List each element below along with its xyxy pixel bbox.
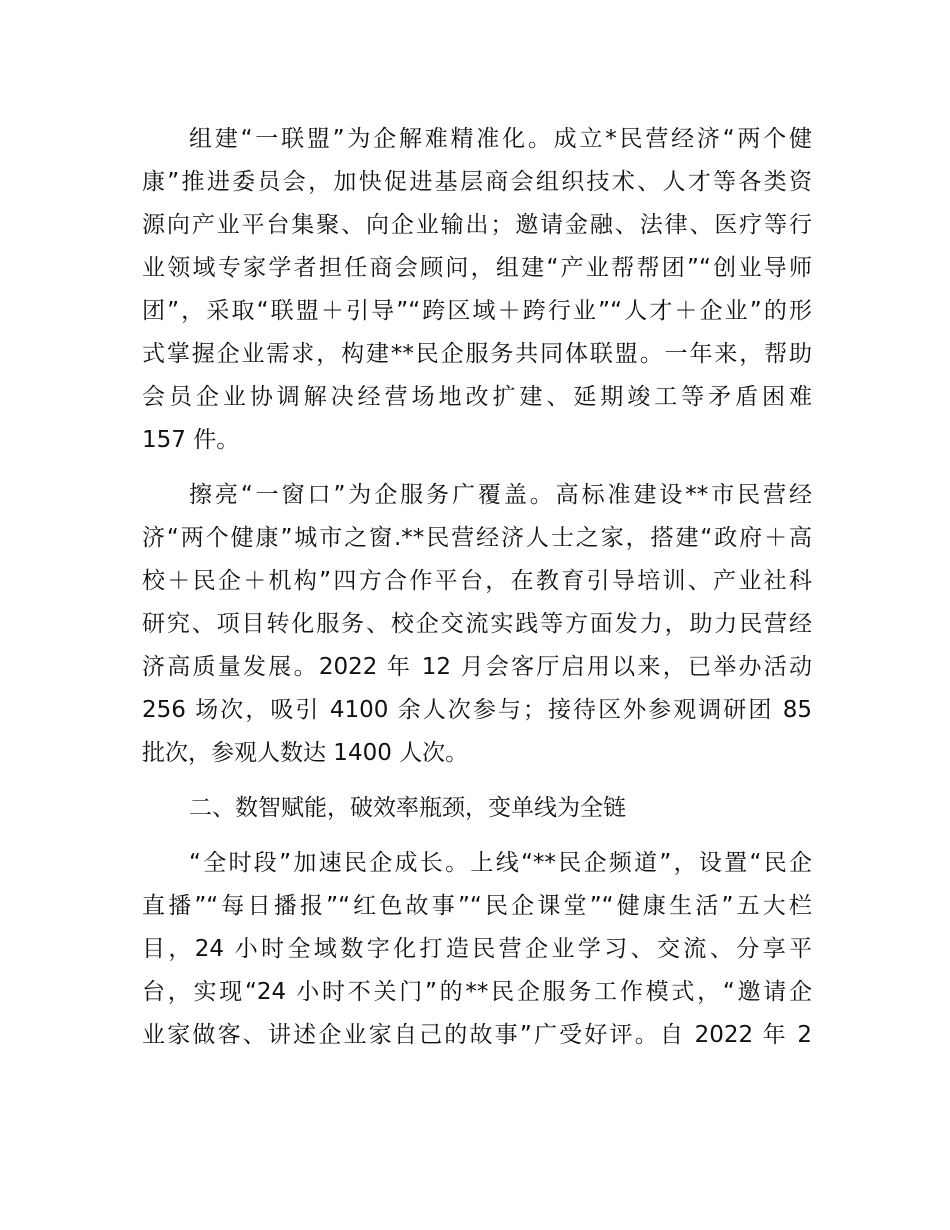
text-line: 256 场次，吸引 4100 余人次参与；接待区外参观调研团 85 — [142, 697, 812, 723]
text-line: “全时段”加速民企成长。上线“**民企频道”，设置“民企 — [189, 850, 812, 876]
text-line: 组建“一联盟”为企解难精准化。成立*民营经济“两个健 — [189, 126, 812, 152]
text-line: 研究、项目转化服务、校企交流实践等方面发力，助力民营经 — [142, 611, 812, 637]
text-line: 业领域专家学者担任商会顾问，组建“产业帮帮团”“创业导师 — [142, 255, 812, 281]
text-line: 擦亮“一窗口”为企服务广覆盖。高标准建设**市民营经 — [189, 482, 812, 508]
text-line: 济高质量发展。2022 年 12 月会客厅启用以来，已举办活动 — [142, 654, 812, 680]
text-line: 济“两个健康”城市之窗.**民营经济人士之家，搭建“政府＋高 — [142, 525, 812, 551]
text-line: 康”推进委员会，加快促进基层商会组织技术、人才等各类资 — [142, 169, 812, 195]
text-line: 校＋民企＋机构”四方合作平台，在教育引导培训、产业社科 — [142, 568, 812, 594]
text-line: 业家做客、讲述企业家自己的故事”广受好评。自 2022 年 2 — [142, 1022, 812, 1048]
text-line: 台，实现“24 小时不关门”的**民企服务工作模式，“邀请企 — [142, 979, 812, 1005]
text-line: 目，24 小时全域数字化打造民营企业学习、交流、分享平 — [142, 936, 812, 962]
text-line: 团”，采取“联盟＋引导”“跨区域＋跨行业”“人才＋企业”的形 — [142, 298, 812, 324]
heading-text: 二、数智赋能，破效率瓶颈，变单线为全链 — [189, 795, 626, 821]
text-line: 会员企业协调解决经营场地改扩建、延期竣工等矛盾困难 — [142, 384, 812, 410]
text-line: 157 件。 — [142, 427, 240, 453]
text-line: 批次，参观人数达 1400 人次。 — [142, 740, 469, 766]
text-line: 源向产业平台集聚、向企业输出；邀请金融、法律、医疗等行 — [142, 212, 812, 238]
text-line: 式掌握企业需求，构建**民企服务共同体联盟。一年来，帮助 — [142, 341, 812, 367]
text-line: 直播”“每日播报”“红色故事”“民企课堂”“健康生活”五大栏 — [142, 893, 812, 919]
